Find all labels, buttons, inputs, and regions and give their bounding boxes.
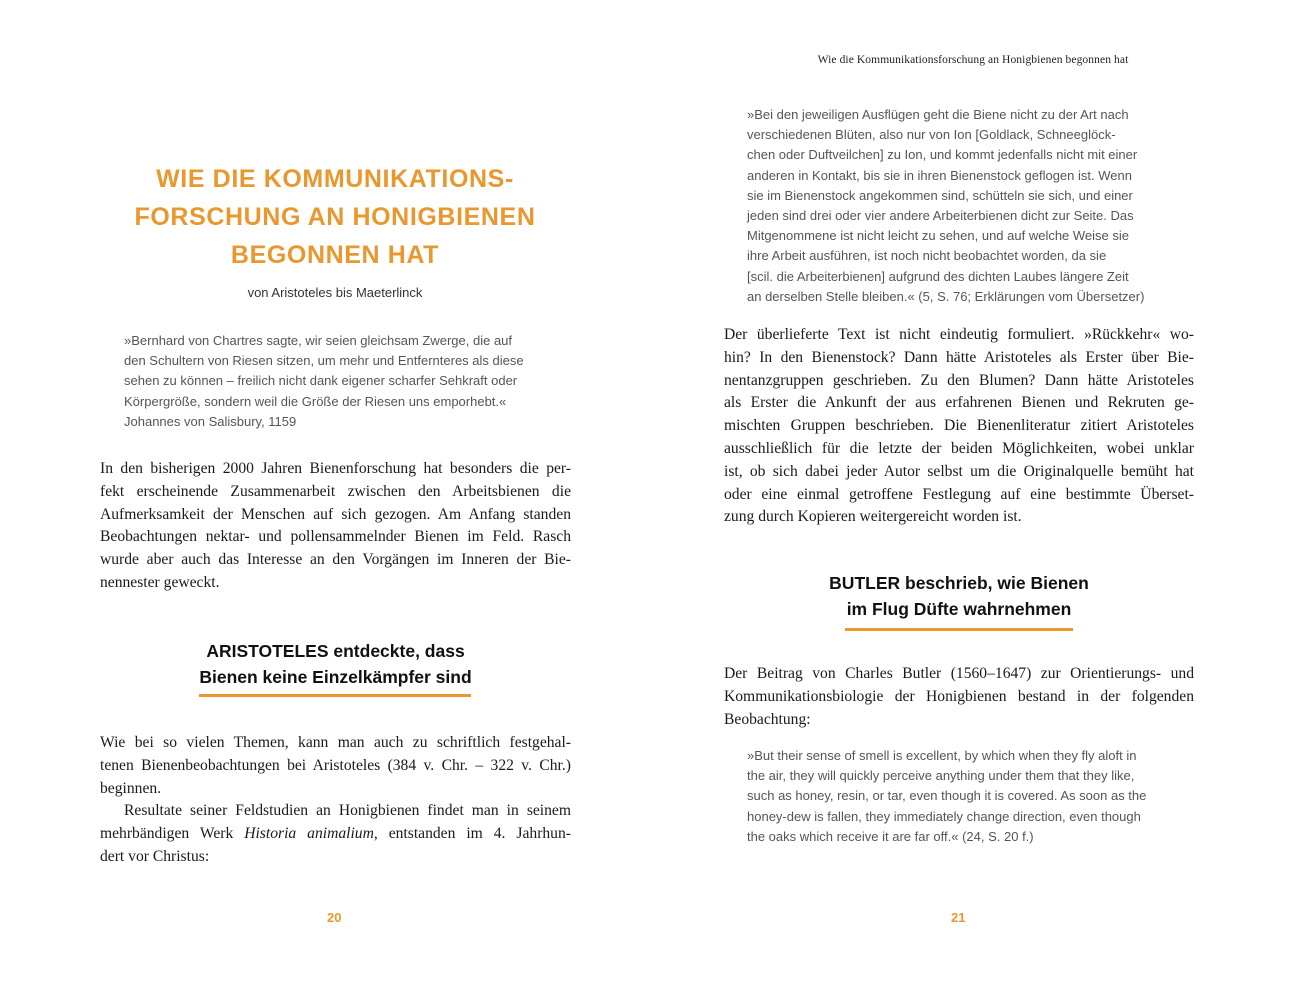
section-heading-line [724, 570, 1194, 596]
quote-line: »But their sense of smell is excellent, by which when they fly aloft in [747, 748, 1137, 763]
quote-line: such as honey, resin, or tar, even though it is covered. As soon as the [747, 788, 1147, 804]
text-line: Der überlieferte Text ist nicht eindeutig formuliert. »Rückkehr« wo- [724, 326, 1194, 343]
text-line: tenen Bienenbeobachtungen bei Aristoteles (384 v. Chr. – 322 v. Chr.) [100, 756, 571, 774]
text-line [100, 823, 571, 846]
quote-line: the air, they will quickly perceive anything under them that they like, [747, 768, 1135, 784]
quote-line: an derselben Stelle bleiben.« (5, S. 76; Erklärungen vom Übersetzer) [747, 288, 1145, 304]
text-fragment: mehrbändigen Werk [100, 824, 245, 842]
heading-keyword: ARISTOTELES [206, 641, 329, 661]
heading-rest: entdeckte, dass [328, 641, 465, 661]
epigraph-line: Körpergröße, sondern weil die Größe der Riesen uns emporhebt.« [124, 393, 507, 409]
quote-line: anderen in Kontakt, bis sie in ihren Bienenstock geflogen ist. Wenn [747, 167, 1132, 183]
right-page [647, 0, 1295, 1000]
text-line: Aufmerksamkeit der Menschen auf sich gezogen. Am Anfang standen [100, 505, 571, 523]
running-head: Wie die Kommunikationsforschung an Honigbienen begonnen hat [817, 54, 1129, 66]
heading-underline [845, 628, 1073, 631]
epigraph-line: den Schultern von Riesen sitzen, um mehr und Entfernteres als diese [124, 353, 524, 369]
intro-paragraph [100, 458, 571, 595]
text-line: zung durch Kopieren weitergereicht worden ist. [724, 508, 1022, 526]
text-line: Wie bei so vielen Themen, kann man auch zu schriftlich festgehal- [100, 734, 571, 751]
chapter-title-line: BEGONNEN HAT [230, 241, 440, 269]
aristotle-quote [747, 105, 1144, 307]
epigraph [124, 331, 524, 432]
heading-underline [199, 694, 471, 697]
quote-line: Mitgenommene ist nicht leicht zu sehen, und auf welche Weise sie [747, 228, 1130, 244]
chapter-title-line: FORSCHUNG AN HONIGBIENEN [134, 203, 536, 231]
butler-quote [747, 746, 1146, 847]
page-number: 21 [951, 910, 966, 925]
section-heading-line: Bienen keine Einzelkämpfer sind [199, 667, 472, 687]
epigraph-attribution: Johannes von Salisbury, 1159 [124, 413, 297, 429]
epigraph-line: »Bernhard von Chartres sagte, wir seien gleichsam Zwerge, die auf [124, 333, 513, 348]
text-line: als Erster die Ankunft der aus erfahrenen Bienen und Rekruten ge- [724, 394, 1194, 412]
butler-paragraph [724, 663, 1194, 731]
text-line: oder eine einmal getroffene Festlegung auf eine bestimmte Überset- [724, 485, 1194, 503]
text-line: hin? In den Bienenstock? Dann hätte Aristoteles als Erster über Bie- [724, 348, 1194, 366]
text-line: dert vor Christus: [100, 847, 210, 865]
book-title: Historia animalium [244, 824, 374, 842]
chapter-subtitle: von Aristoteles bis Maeterlinck [247, 285, 423, 300]
text-line: Beobachtung: [724, 710, 811, 728]
section-heading-line: im Flug Düfte wahrnehmen [846, 599, 1072, 619]
text-line: Resultate seiner Feldstudien an Honigbienen findet man in seinem [124, 802, 571, 819]
quote-line: honey-dew is fallen, they immediately change direction, even though [747, 808, 1141, 824]
epigraph-line: sehen zu können – freilich nicht dank eigener scharfer Sehkraft oder [124, 373, 518, 389]
text-line: Kommunikationsbiologie der Honigbienen bestand in der folgenden [724, 687, 1194, 705]
text-line: beginnen. [100, 779, 162, 797]
section-paragraph-2 [100, 800, 571, 868]
section-paragraph-1 [100, 732, 571, 800]
text-line: nentanzgruppen geschrieben. Zu den Blumen? Dann hätte Aristoteles [724, 371, 1194, 389]
quote-line: »Bei den jeweiligen Ausflügen geht die Biene nicht zu der Art nach [747, 107, 1129, 122]
text-line: nennester geweckt. [100, 573, 220, 591]
quote-line: [scil. die Arbeiterbienen] aufgrund des dichten Laubes längere Zeit [747, 268, 1129, 284]
quote-line: chen oder Duftveilchen] zu Ion, und kommt jedenfalls nicht mit einer [747, 147, 1138, 163]
text-line: wurde aber auch das Interesse an den Vorgängen im Inneren der Bie- [100, 551, 571, 569]
text-line: Beobachtungen nektar- und pollensammelnder Bienen im Feld. Rasch [100, 528, 571, 546]
text-fragment: , entstanden im 4. Jahrhun- [373, 824, 571, 842]
section-heading-butler [724, 570, 1194, 622]
text-line: In den bisherigen 2000 Jahren Bienenforschung hat besonders die per- [100, 460, 571, 477]
section-heading-aristoteles [100, 638, 571, 690]
quote-line: sie im Bienenstock angekommen sind, schütteln sie sich, und einer [747, 187, 1133, 203]
quote-line: jeden sind drei oder vier andere Arbeiterbienen dicht zur Seite. Das [747, 208, 1134, 224]
text-line: ist, ob sich dabei jeder Autor selbst um die Originalquelle bemüht hat [724, 462, 1194, 480]
page-number: 20 [327, 910, 342, 925]
chapter-title [100, 160, 570, 274]
heading-rest: beschrieb, wie Bienen [900, 573, 1089, 593]
chapter-title-line: WIE DIE KOMMUNIKATIONS- [156, 165, 514, 193]
commentary-paragraph [724, 324, 1194, 529]
text-line: fekt erscheinende Zusammenarbeit zwischen den Arbeitsbienen die [100, 482, 571, 500]
heading-keyword: BUTLER [829, 573, 901, 593]
quote-line: ihre Arbeit ausführen, ist noch nicht beobachtet worden, da sie [747, 248, 1107, 264]
left-page [0, 0, 647, 1000]
quote-line: the oaks which receive it are far off.« (24, S. 20 f.) [747, 828, 1034, 844]
quote-line: verschiedenen Blüten, also nur von Ion [Goldlack, Schneeglöck- [747, 127, 1116, 143]
text-line: mischten Gruppen beschrieben. Die Bienenliteratur zitiert Aristoteles [724, 417, 1194, 435]
text-line: Der Beitrag von Charles Butler (1560–1647) zur Orientierungs- und [724, 665, 1194, 682]
section-heading-line [100, 638, 571, 664]
text-line: ausschließlich für die letzte der beiden Möglichkeiten, wobei unklar [724, 439, 1194, 457]
